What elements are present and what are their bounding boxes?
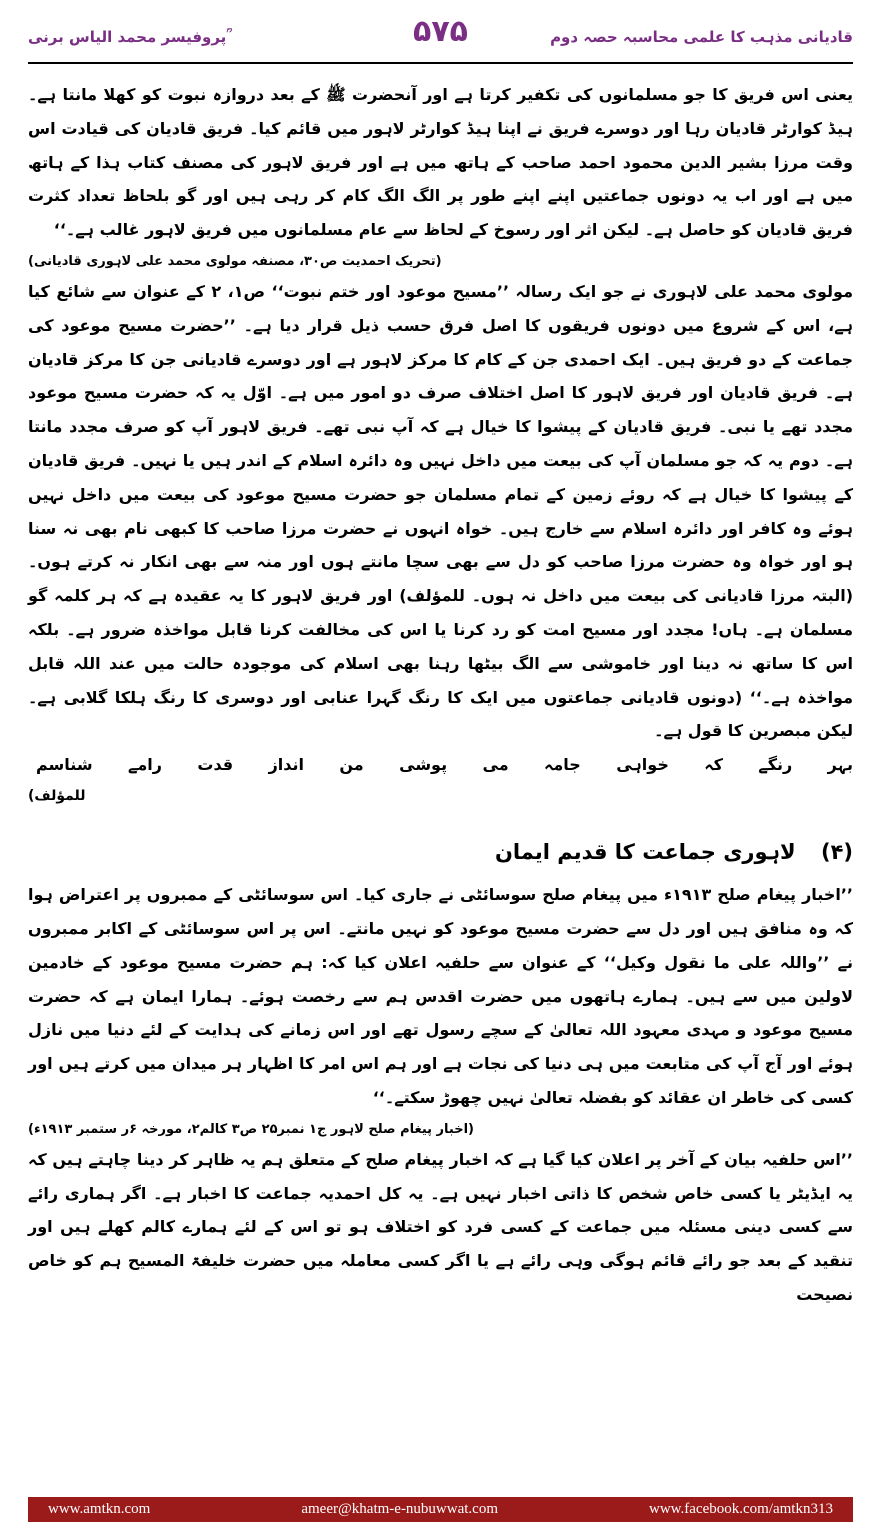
header-divider [28,62,853,64]
paragraph: ’’اس حلفیہ بیان کے آخر پر اعلان کیا گیا ہے کہ اخبار پیغام صلح کے متعلق ہم یہ ظاہر کر دینا چاہتے ہیں کہ یہ ایڈیٹر یا کسی خاص شخص کا ذاتی اخبار نہیں ہے۔ یہ کل احمدیہ جماعت کا اخبار ہے۔ اگر ہماری رائے سے کسی دینی مسئلہ میں جماعت کے کسی فرد کو اختلاف ہو تو اس کے لئے ہمارے کالم کھلے ہیں اور تنقید کے بعد جو رائے قائم ہوگی وہی رائے ہے یا اگر کسی معاملہ میں حضرت خلیفۃ المسیح ہم کو خاص نصیحت [28,1149,853,1304]
page-footer [28,1497,853,1522]
website-link[interactable]: www.amtkn.com [48,1501,151,1517]
section-title: لاہوری جماعت کا قدیم ایمان [494,840,796,865]
verse-word: بہر [827,755,853,775]
verse-attribution: للمؤلف) [28,788,86,805]
page-content [28,78,853,1312]
facebook-link[interactable]: www.facebook.com/amtkn313 [649,1501,833,1517]
page-header [28,14,853,58]
verse-word: انداز [268,755,304,775]
verse-word: کہ [704,755,723,775]
section-number: (۴) [820,840,853,865]
book-title: قادیانی مذہب کا علمی محاسبہ حصہ دوم [550,28,853,46]
verse-word: پوشی [399,755,448,775]
page-number: ۵۷۵ [413,14,468,49]
paragraph: مولوی محمد علی لاہوری نے جو ایک رسالہ ’’مسیح موعود اور ختم نبوت‘‘ ص۱، ۲ کے عنوان سے شائع کیا ہے، اس کے شروع میں دونوں فریقوں کا اصل فرق حسب ذیل قرار دیا ہے۔ ’’حضرت مسیح موعود کی جماعت کے دو فریق ہیں۔ ایک احمدی جن کے کام کا مرکز لاہور ہے اور دوسرے قادیانی جن کا مرکز قادیان ہے۔ فریق قادیان اور فریق لاہور کا اصل اختلاف صرف دو امور میں ہے۔ اوّل یہ کہ حضرت مسیح موعود مجدد تھے یا نبی۔ فریق قادیان کے پیشوا کا خیال ہے کہ آپ نبی تھے۔ فریق لاہور آپ کو صرف مجدد مانتا ہے۔ دوم یہ کہ جو مسلمان آپ کی بیعت میں داخل نہیں وہ دائرہ اسلام کے اندر ہیں یا نہیں۔ فریق قادیان کے پیشوا کا خیال ہے کہ روئے زمین کے تمام مسلمان جو حضرت مسیح موعود کی بیعت میں داخل نہیں ہوئے وہ کافر اور دائرہ اسلام سے خارج ہیں۔ خواہ انہوں نے حضرت مرزا صاحب کا کبھی نام بھی نہ سنا ہو اور خواہ وہ حضرت مرزا صاحب کو دل سے بھی سچا مانتے ہوں اور منہ سے بھی انکار نہ کرتے ہوں۔ (البتہ مرزا قادیانی کی بیعت میں داخل نہ ہوں۔ للمؤلف) اور فریق لاہور کا یہ عقیدہ ہے کہ ہر کلمہ گو مسلمان ہے۔ ہاں! مجدد اور مسیح امت کو رد کرنا یا اس کی مخالفت کرنا قابل مواخذہ ضرور ہے۔ بلکہ اس کا ساتھ نہ دینا اور خاموشی سے الگ بیٹھا رہنا بھی اسلام کی موجودہ حالت میں عند اللہ قابل مواخذہ ہے۔‘‘ (دونوں قادیانی جماعتوں میں ایک کا رنگ گہرا عنابی اور دوسری کا رنگ ہلکا گلابی ہے۔ لیکن مبصرین کا قول ہے۔ [28,281,853,741]
author-name: پروفیسر محمد الیاس برنی ؒ [28,28,231,46]
verse-word: خواہی [616,755,669,775]
verse-word: جامہ [544,755,581,775]
verse-word: قدت [197,755,234,775]
persian-verse [28,748,853,782]
verse-word: رامے [127,755,162,775]
paragraph: یعنی اس فریق کا جو مسلمانوں کی تکفیر کرتا ہے اور آنحضرت ﷺ کے بعد دروازہ نبوت کو کھلا مانتا ہے۔ ہیڈ کوارٹر قادیان رہا اور دوسرے فریق نے اپنا ہیڈ کوارٹر لاہور میں قائم کیا۔ فریق قادیان کی قیادت اس وقت مرزا بشیر الدین محمود احمد صاحب کے ہاتھ میں ہے اور فریق لاہور کی مصنف کتاب ہذا کے ہاتھ میں ہے اور اب یہ دونوں جماعتیں اپنے اپنے طور پر الگ الگ کام کر رہی ہیں اور گو بلحاظ تعداد کثرت فریق قادیان کو حاصل ہے۔ لیکن اثر اور رسوخ کے لحاظ سے عام مسلمانوں میں فریق لاہور غالب ہے۔‘‘ [28,85,853,240]
verse-word: می [482,755,509,775]
paragraph: ’’اخبار پیغام صلح ۱۹۱۳ء میں پیغام صلح سوسائٹی نے جاری کیا۔ اس سوسائٹی کے ممبروں پر اعتراض ہوا کہ وہ منافق ہیں اور دل سے حضرت مسیح موعود کو نہیں مانتے۔ اس پر اس سوسائٹی کے اکابر ممبروں نے ’’واللہ علی ما نقول وکیل‘‘ کے عنوان سے حلفیہ اعلان کیا کہ: ہم حضرت مسیح موعود کے خادمین لاولین میں سے ہیں۔ ہمارے ہاتھوں میں حضرت اقدس ہم سے رخصت ہوئے۔ ہمارا ایمان ہے کہ حضرت مسیح موعود و مہدی معہود اللہ تعالیٰ کے سچے رسول تھے اور اس زمانے کی ہدایت کے لئے دنیا میں نازل ہوئے اور آج آپ کی متابعت میں ہی دنیا کی نجات ہے اور ہم اس امر کا اظہار ہر میدان میں کرتے ہیں اور کسی کی خاطر ان عقائد کو بفضلہ تعالیٰ نہیں چھوڑ سکتے۔‘‘ [28,885,853,1107]
email-link[interactable]: ameer@khatm-e-nubuwwat.com [301,1501,498,1517]
citation: (تحریک احمدیت ص۳۰، مصنفہ مولوی محمد علی لاہوری قادیانی) [28,253,442,269]
citation: (اخبار پیغام صلح لاہور ج۱ نمبر۲۵ ص۳ کالم۲، مورخہ ۶ر ستمبر ۱۹۱۳ء) [28,1121,474,1137]
verse-word: شناسم [36,755,93,775]
section-heading [28,832,853,872]
verse-word: رنگے [758,755,793,775]
verse-word: من [339,755,364,775]
